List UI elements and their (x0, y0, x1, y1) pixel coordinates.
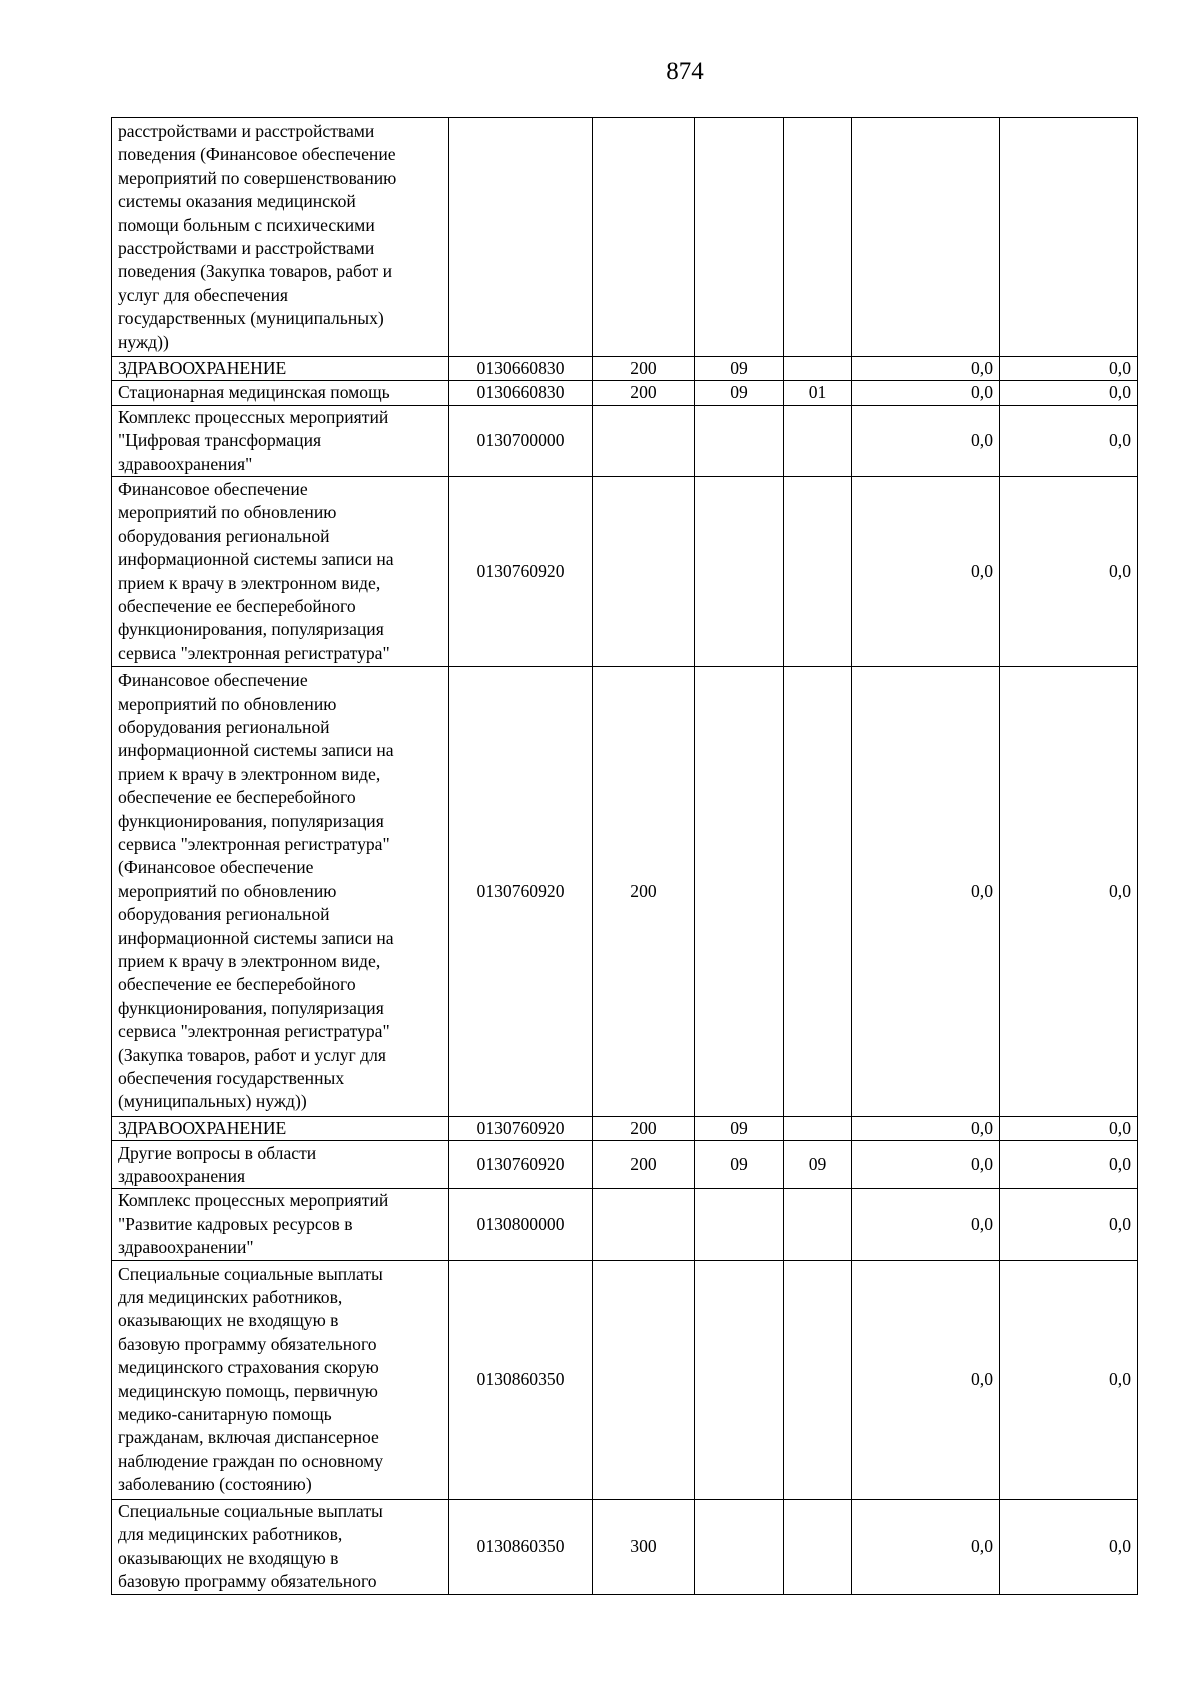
target-article-cell: 0130760920 (449, 1117, 593, 1141)
expense-type-cell: 200 (593, 1117, 695, 1141)
table-row (112, 381, 1138, 405)
target-article-cell: 0130800000 (449, 1189, 593, 1260)
target-article-cell: 0130700000 (449, 405, 593, 476)
row-name-cell: Специальные социальные выплаты для медицинских работников, оказывающих не входящую в базовую программу обязательного (112, 1499, 449, 1594)
section-cell (695, 1499, 784, 1594)
row-name-cell: Финансовое обеспечение мероприятий по обновлению оборудования региональной информационной системы записи на прием к врачу в электронном виде, обеспечение ее бесперебойного функционирования, популяризация сервиса "электронная регистратура" (112, 477, 449, 667)
table-row (112, 1141, 1138, 1189)
amount-cell-2: 0,0 (1000, 381, 1138, 405)
amount-cell-2: 0,0 (1000, 1117, 1138, 1141)
expense-type-cell (593, 477, 695, 667)
amount-cell-2: 0,0 (1000, 1189, 1138, 1260)
table-row (112, 1499, 1138, 1594)
section-cell (695, 667, 784, 1117)
subsection-cell: 09 (784, 1141, 852, 1189)
amount-cell-2: 0,0 (1000, 477, 1138, 667)
section-cell (695, 405, 784, 476)
expense-type-cell: 200 (593, 381, 695, 405)
amount-cell-2: 0,0 (1000, 1141, 1138, 1189)
target-article-cell: 0130760920 (449, 1141, 593, 1189)
expense-type-cell: 200 (593, 357, 695, 381)
section-cell: 09 (695, 357, 784, 381)
amount-cell-1: 0,0 (852, 357, 1000, 381)
table-row (112, 477, 1138, 667)
section-cell: 09 (695, 1141, 784, 1189)
amount-cell-2 (1000, 118, 1138, 357)
row-name-cell: Комплекс процессных мероприятий "Развитие кадровых ресурсов в здравоохранении" (112, 1189, 449, 1260)
table-row (112, 357, 1138, 381)
subsection-cell (784, 1117, 852, 1141)
table-row (112, 118, 1138, 357)
expense-type-cell (593, 405, 695, 476)
expense-type-cell (593, 118, 695, 357)
page-number: 874 (666, 58, 704, 85)
row-name-cell: Специальные социальные выплаты для медицинских работников, оказывающих не входящую в базовую программу обязательного медицинского страхования скорую медицинскую помощь, первичную медико-санитарную помощь гражданам, включая диспансерное наблюдение граждан по основному заболеванию (состоянию) (112, 1260, 449, 1499)
expense-type-cell: 300 (593, 1499, 695, 1594)
amount-cell-1: 0,0 (852, 477, 1000, 667)
row-name-cell: ЗДРАВООХРАНЕНИЕ (112, 1117, 449, 1141)
section-cell: 09 (695, 381, 784, 405)
amount-cell-2: 0,0 (1000, 405, 1138, 476)
row-name-cell: Стационарная медицинская помощь (112, 381, 449, 405)
subsection-cell: 01 (784, 381, 852, 405)
section-cell (695, 118, 784, 357)
subsection-cell (784, 1499, 852, 1594)
subsection-cell (784, 1189, 852, 1260)
amount-cell-2: 0,0 (1000, 1499, 1138, 1594)
budget-table (111, 117, 1138, 1595)
amount-cell-1: 0,0 (852, 1260, 1000, 1499)
row-name-cell: Другие вопросы в области здравоохранения (112, 1141, 449, 1189)
subsection-cell (784, 1260, 852, 1499)
table-row (112, 1117, 1138, 1141)
expense-type-cell (593, 1189, 695, 1260)
target-article-cell: 0130860350 (449, 1260, 593, 1499)
amount-cell-1: 0,0 (852, 667, 1000, 1117)
section-cell (695, 1260, 784, 1499)
subsection-cell (784, 405, 852, 476)
expense-type-cell (593, 1260, 695, 1499)
target-article-cell: 0130860350 (449, 1499, 593, 1594)
row-name-cell: расстройствами и расстройствами поведения (Финансовое обеспечение мероприятий по совершенствованию системы оказания медицинской помощи больным с психическими расстройствами и расстройствами поведения (Закупка товаров, работ и услуг для обеспечения государственных (муниципальных) нужд)) (112, 118, 449, 357)
row-name-cell: Комплекс процессных мероприятий "Цифровая трансформация здравоохранения" (112, 405, 449, 476)
target-article-cell: 0130660830 (449, 381, 593, 405)
target-article-cell: 0130760920 (449, 477, 593, 667)
amount-cell-2: 0,0 (1000, 357, 1138, 381)
subsection-cell (784, 118, 852, 357)
amount-cell-2: 0,0 (1000, 1260, 1138, 1499)
target-article-cell (449, 118, 593, 357)
target-article-cell: 0130760920 (449, 667, 593, 1117)
expense-type-cell: 200 (593, 1141, 695, 1189)
subsection-cell (784, 357, 852, 381)
expense-type-cell: 200 (593, 667, 695, 1117)
row-name-cell: ЗДРАВООХРАНЕНИЕ (112, 357, 449, 381)
target-article-cell: 0130660830 (449, 357, 593, 381)
amount-cell-1: 0,0 (852, 1499, 1000, 1594)
section-cell (695, 477, 784, 667)
section-cell: 09 (695, 1117, 784, 1141)
table-row (112, 1260, 1138, 1499)
subsection-cell (784, 667, 852, 1117)
amount-cell-1: 0,0 (852, 1117, 1000, 1141)
amount-cell-2: 0,0 (1000, 667, 1138, 1117)
amount-cell-1: 0,0 (852, 1189, 1000, 1260)
subsection-cell (784, 477, 852, 667)
amount-cell-1: 0,0 (852, 381, 1000, 405)
table-row (112, 667, 1138, 1117)
amount-cell-1: 0,0 (852, 405, 1000, 476)
amount-cell-1 (852, 118, 1000, 357)
row-name-cell: Финансовое обеспечение мероприятий по обновлению оборудования региональной информационной системы записи на прием к врачу в электронном виде, обеспечение ее бесперебойного функционирования, популяризация сервиса "электронная регистратура" (Финансовое обеспечение мероприятий по обновлению оборудования региональной информационной системы записи на прием к врачу в электронном виде, обеспечение ее бесперебойного функционирования, популяризация сервиса "электронная регистратура" (Закупка товаров, работ и услуг для обеспечения государственных (муниципальных) нужд)) (112, 667, 449, 1117)
amount-cell-1: 0,0 (852, 1141, 1000, 1189)
table-row (112, 405, 1138, 476)
table-row (112, 1189, 1138, 1260)
section-cell (695, 1189, 784, 1260)
